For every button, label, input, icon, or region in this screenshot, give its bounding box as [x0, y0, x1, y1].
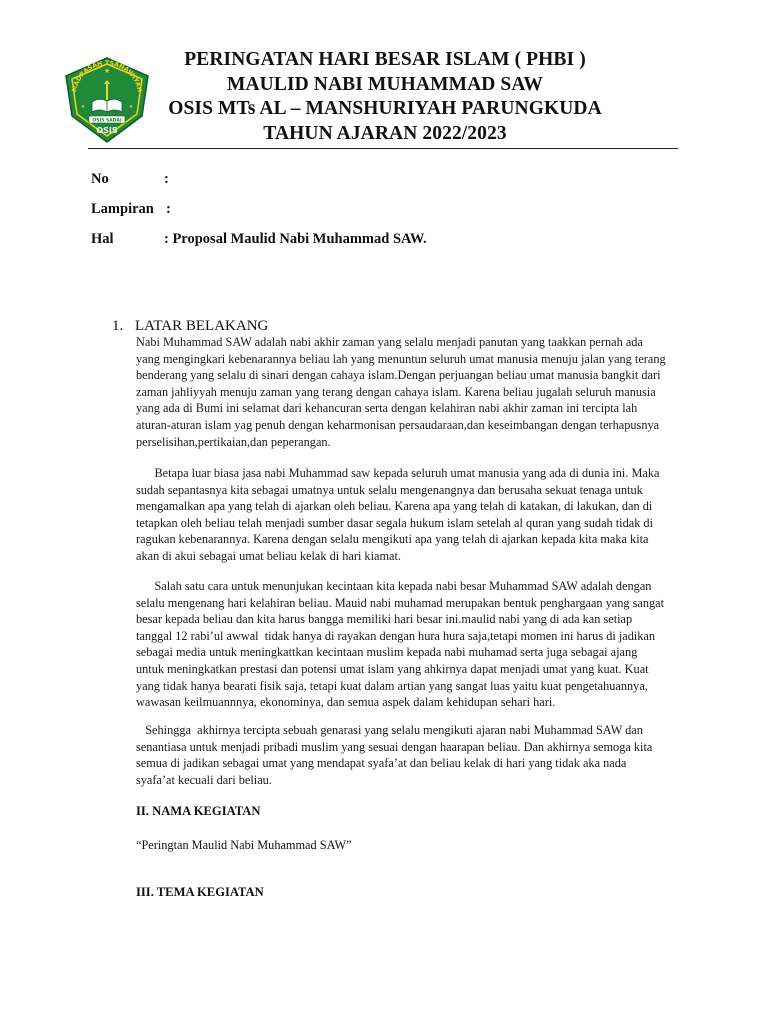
paragraph-line: tetapkan oleh beliau telah menjadi sumber dasar segala hukum islam setelah al quran yang sudah tidak di — [136, 515, 653, 530]
header-line-1: PERINGATAN HARI BESAR ISLAM ( PHBI ) — [184, 49, 586, 70]
paragraph-line: Salah satu cara untuk menunjukan kecintaan kita kepada nabi besar Muhammad SAW adalah dengan — [136, 579, 652, 593]
paragraph-2 — [136, 465, 681, 565]
paragraph-line: wawasan keilmuannnya, ekonominya, dan semua aspek dalam kehidupan sehari hari. — [136, 695, 556, 710]
header-line-4: TAHUN AJARAN 2022/2023 — [263, 122, 507, 144]
paragraph-line: yang ada di Bumi ini selamat dari kehancuran serta dengan kelahiran nabi akhir zaman ini tercipta lah — [136, 401, 638, 416]
paragraph-line: semua di jadikan sebagai umat yang mendapat syafa’at dan beliau kelak di hari yang tidak aka nada — [136, 756, 627, 771]
logo-banner-text: OSIS SADAI — [92, 118, 122, 124]
paragraph-1 — [136, 334, 681, 450]
svg-text:★: ★ — [80, 105, 86, 110]
paragraph-line: Betapa luar biasa jasa nabi Muhammad saw kepada seluruh umat manusia yang ada di dunia ini. Maka — [136, 466, 660, 480]
paragraph-line: tanggal 12 rabi’ul awwal tidak hanya di rayakan dengan hura hura saja,tetapi momen ini harus di jadikan — [136, 628, 656, 643]
paragraph-line: aturan-aturan islam yag penuh dengan keharmonisan persaudaraan,dan keseimbangan dengan terhapusnya — [136, 417, 660, 432]
header-line-2: MAULID NABI MUHAMMAD SAW — [226, 73, 543, 95]
paragraph-3 — [136, 578, 681, 711]
paragraph-line: syafa’at kecuali dari beliau. — [136, 772, 272, 787]
meta-no-label: No — [91, 171, 109, 187]
svg-text:★: ★ — [103, 67, 111, 75]
paragraph-line: akan di akui sebagai umat beliau kelak di hari kiamat. — [136, 548, 401, 563]
section-2-value: “Peringtan Maulid Nabi Muhammad SAW” — [136, 838, 352, 852]
header-divider — [88, 148, 678, 149]
section-2-title: II. NAMA KEGIATAN — [136, 804, 261, 818]
paragraph-line: Sehingga akhirnya tercipta sebuah genarasi yang selalu mengikuti ajaran nabi Muhammad SAW dan — [136, 723, 643, 737]
section-3-title: III. TEMA KEGIATAN — [136, 885, 264, 899]
header-line-3: OSIS MTs AL – MANSHURIYAH PARUNGKUDA — [168, 98, 602, 119]
paragraph-line: untuk meningkatkan prestasi dan potensi umat islam yang ahkirnya dapat menjadi umat yang kuat. Kuat — [136, 661, 649, 676]
paragraph-line: sudah sepantasnya kita sebagai umatnya untuk selalu mengenangnya dan berusaha sekuat tenaga untuk — [136, 482, 643, 497]
paragraph-line: ragukan kebenarannya. Karena dengan selalu mengikuti apa yang telah di ajarkan kepada kita maka kita — [136, 532, 649, 547]
paragraph-line: mengamalkan apa yang telah di ajarkan oleh beliau. Karena apa yang telah di katakan, di lakukan, dan di — [136, 499, 653, 514]
paragraph-line: besar kepada beliau dan kita harus bangga memiliki hari besar ini.maulid nabi yang di ada kan setiap — [136, 612, 633, 627]
paragraph-line: yang mengingkari kebenarannya beliau lah yang menuntun seluruh umat manusia menuju jalan yang terang — [136, 351, 666, 366]
paragraph-line: yang tidak hanya bearati fisik saja, tetapi kuat dalam artian yang sangat luas yaitu kuat pengetahuannya, — [136, 678, 648, 693]
meta-hal-value: : Proposal Maulid Nabi Muhammad SAW. — [164, 231, 427, 247]
paragraph-line: perselisihan,pertikaian,dan peperangan. — [136, 434, 331, 449]
meta-lampiran-label: Lampiran — [91, 201, 154, 217]
logo-bottom-text: OSIS — [96, 126, 118, 135]
meta-hal-label: Hal — [91, 231, 114, 247]
section-1-number: 1. — [112, 318, 124, 334]
paragraph-line: zaman jahliyyah menuju zaman yang terang dengan cahaya islam. Karena beliau jugalah seluruh manusia — [136, 384, 656, 399]
meta-lampiran-colon: : — [166, 201, 171, 217]
svg-text:★: ★ — [128, 105, 134, 110]
paragraph-line: benderang yang selalu di sinari dengan cahaya islam.Dengan perjuangan beliau umat manusia bangkit dari — [136, 368, 661, 383]
paragraph-line: senantiasa untuk menjadi pribadi muslim yang sesuai dengan haarapan beliau. Dan akhirnya semoga kita — [136, 739, 653, 754]
section-1-title: LATAR BELAKANG — [135, 318, 269, 334]
logo-arc-text: MADRASAH TSANAWIYAH — [71, 59, 143, 93]
paragraph-line: selalu mengenang hari kelahiran beliau. Mauid nabi muhamad merupakan bentuk penghargaan yang sangat — [136, 595, 665, 610]
paragraph-4 — [136, 722, 681, 788]
meta-no-colon: : — [164, 171, 169, 187]
paragraph-line: sebagai media untuk meningkattkan kecintaan muslim kepada nabi muhamad serta juga sebagai ajang — [136, 645, 638, 660]
paragraph-line: Nabi Muhammad SAW adalah nabi akhir zaman yang selalu menjadi panutan yang taakkan pernah ada — [136, 335, 643, 349]
letterhead-title — [120, 48, 650, 146]
